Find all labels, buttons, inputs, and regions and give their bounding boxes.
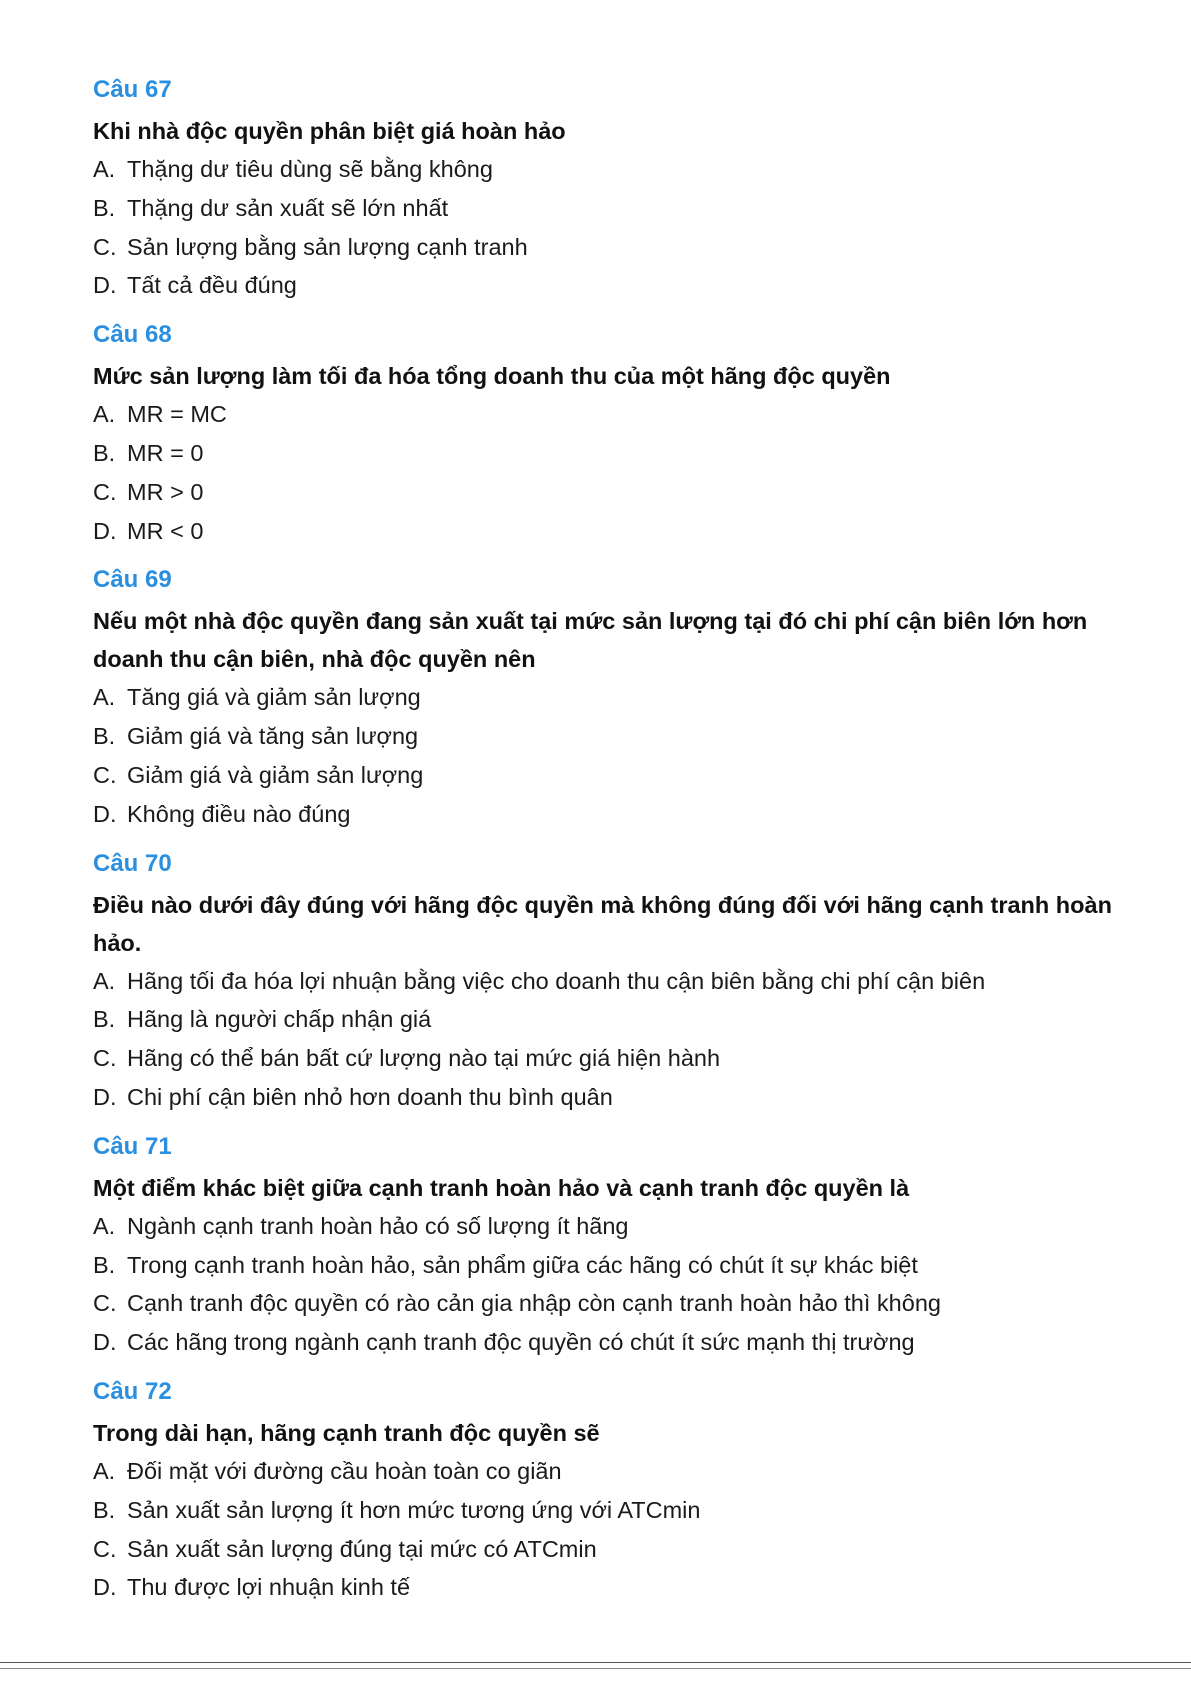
answer-text: Các hãng trong ngành cạnh tranh độc quyền có chút ít sức mạnh thị trường [127, 1329, 915, 1356]
answer-option-b [93, 1000, 1131, 1039]
answer-option-d [93, 1078, 1131, 1117]
question-69 [93, 564, 1131, 833]
answer-list [93, 962, 1131, 1117]
answer-option-b [93, 189, 1131, 228]
answer-option-d [93, 512, 1131, 551]
answer-letter: B. [93, 1006, 116, 1033]
answer-letter: B. [93, 723, 116, 750]
answer-list [93, 678, 1131, 833]
answer-text: Không điều nào đúng [127, 800, 351, 827]
answer-option-b [93, 1491, 1131, 1530]
answer-text: Thu được lợi nhuận kinh tế [127, 1574, 411, 1601]
answer-option-b [93, 717, 1131, 756]
answer-list [93, 1207, 1131, 1362]
answer-text: Tăng giá và giảm sản lượng [127, 684, 421, 711]
answer-text: Cạnh tranh độc quyền có rào cản gia nhập còn cạnh tranh hoàn hảo thì không [127, 1290, 941, 1317]
answer-text: Đối mặt với đường cầu hoàn toàn co giãn [127, 1457, 562, 1484]
answer-list [93, 150, 1131, 305]
answer-option-d [93, 1323, 1131, 1362]
answer-option-c [93, 1284, 1131, 1323]
question-text: Trong dài hạn, hãng cạnh tranh độc quyền sẽ [93, 1419, 600, 1446]
answer-text: Chi phí cận biên nhỏ hơn doanh thu bình quân [127, 1083, 613, 1110]
question-68 [93, 319, 1131, 550]
answer-text: Hãng tối đa hóa lợi nhuận bằng việc cho doanh thu cận biên bằng chi phí cận biên [127, 967, 986, 994]
answer-text: Giảm giá và giảm sản lượng [127, 761, 424, 788]
answer-text: Hãng là người chấp nhận giá [127, 1006, 432, 1033]
answer-letter: B. [93, 194, 116, 221]
answer-text: Tất cả đều đúng [127, 272, 297, 299]
answer-text: MR = 0 [127, 439, 204, 466]
answer-letter: D. [93, 800, 117, 827]
answer-option-a [93, 1207, 1131, 1246]
answer-option-b [93, 434, 1131, 473]
answer-letter: C. [93, 1535, 117, 1562]
footer-divider [0, 1662, 1191, 1663]
question-72 [93, 1376, 1131, 1607]
answer-text: Thặng dư sản xuất sẽ lớn nhất [127, 194, 449, 221]
answer-letter: D. [93, 1574, 117, 1601]
answer-letter: A. [93, 967, 116, 994]
answer-letter: D. [93, 272, 117, 299]
answer-letter: C. [93, 1290, 117, 1317]
answer-letter: C. [93, 478, 117, 505]
answer-letter: D. [93, 1083, 117, 1110]
answer-text: MR > 0 [127, 478, 204, 505]
question-text: Mức sản lượng làm tối đa hóa tổng doanh thu của một hãng độc quyền [93, 363, 891, 390]
answer-option-b [93, 1246, 1131, 1285]
question-number: Câu 67 [93, 76, 172, 103]
answer-letter: C. [93, 1045, 117, 1072]
answer-text: Hãng có thể bán bất cứ lượng nào tại mức giá hiện hành [127, 1045, 721, 1072]
answer-option-c [93, 473, 1131, 512]
answer-text: Ngành cạnh tranh hoàn hảo có số lượng ít hãng [127, 1212, 629, 1239]
answer-option-c [93, 1039, 1131, 1078]
question-71 [93, 1131, 1131, 1362]
document-page [0, 60, 1191, 1607]
question-number: Câu 69 [93, 566, 172, 594]
answer-letter: A. [93, 1212, 116, 1239]
answer-text: Giảm giá và tăng sản lượng [127, 723, 419, 750]
answer-text: Sản xuất sản lượng đúng tại mức có ATCmin [127, 1535, 597, 1562]
answer-letter: A. [93, 156, 116, 182]
answer-option-a [93, 678, 1131, 717]
answer-option-d [93, 1568, 1131, 1607]
answer-letter: A. [93, 1457, 116, 1484]
question-text: Điều nào dưới đây đúng với hãng độc quyền mà không đúng đối với hãng cạnh tranh hoàn hảo. [93, 891, 1112, 956]
answer-option-c [93, 1530, 1131, 1569]
question-67 [93, 74, 1131, 305]
answer-option-a [93, 962, 1131, 1001]
question-text: Khi nhà độc quyền phân biệt giá hoàn hảo [93, 118, 566, 144]
answer-text: Sản xuất sản lượng ít hơn mức tương ứng với ATCmin [127, 1496, 701, 1523]
answer-letter: B. [93, 1251, 116, 1278]
answer-text: MR < 0 [127, 517, 204, 544]
answer-letter: B. [93, 1496, 116, 1523]
question-number: Câu 70 [93, 849, 172, 877]
answer-letter: A. [93, 401, 116, 428]
question-number: Câu 72 [93, 1377, 172, 1405]
answer-option-c [93, 756, 1131, 795]
question-text: Nếu một nhà độc quyền đang sản xuất tại mức sản lượng tại đó chi phí cận biên lớn hơn doanh thu cận biên, nhà độc quyền nên [93, 608, 1088, 673]
answer-text: Trong cạnh tranh hoàn hảo, sản phẩm giữa các hãng có chút ít sự khác biệt [127, 1251, 918, 1278]
answer-letter: B. [93, 439, 116, 466]
answer-text: Sản lượng bằng sản lượng cạnh tranh [127, 233, 528, 260]
answer-option-a [93, 1452, 1131, 1491]
answer-letter: D. [93, 517, 117, 544]
answer-letter: D. [93, 1329, 117, 1356]
question-70 [93, 848, 1131, 1117]
question-number: Câu 68 [93, 321, 172, 349]
question-number: Câu 71 [93, 1132, 172, 1160]
answer-option-d [93, 266, 1131, 305]
question-text: Một điểm khác biệt giữa cạnh tranh hoàn hảo và cạnh tranh độc quyền là [93, 1174, 910, 1201]
answer-option-d [93, 795, 1131, 834]
answer-list [93, 1452, 1131, 1607]
answer-option-c [93, 228, 1131, 267]
answer-letter: A. [93, 684, 116, 711]
answer-letter: C. [93, 761, 117, 788]
answer-option-a [93, 395, 1131, 434]
answer-option-a [93, 150, 1131, 189]
answer-text: Thặng dư tiêu dùng sẽ bằng không [127, 156, 493, 182]
answer-list [93, 395, 1131, 550]
answer-text: MR = MC [127, 401, 227, 428]
answer-letter: C. [93, 233, 117, 260]
footer-divider [0, 1668, 1191, 1669]
